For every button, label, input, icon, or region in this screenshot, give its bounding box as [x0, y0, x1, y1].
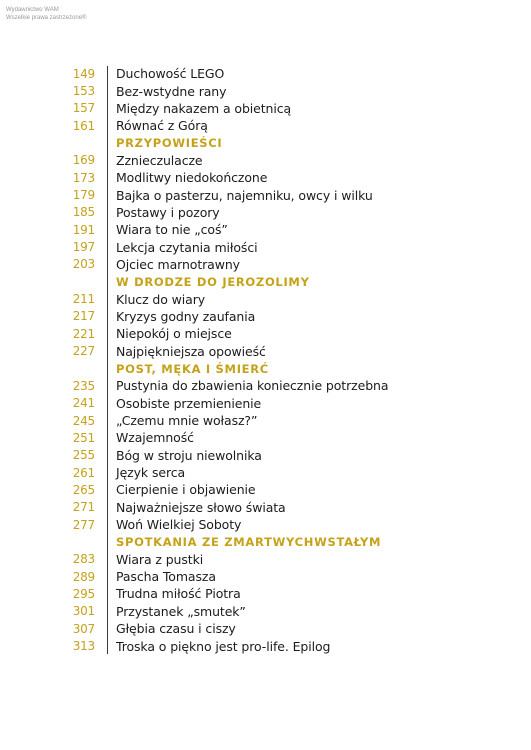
toc-page-number: 227 [72, 344, 95, 359]
toc-entry-title: Bez-wstydne rany [116, 83, 227, 99]
toc-page-number: 211 [72, 292, 95, 307]
toc-entry-title: Wzajemność [116, 430, 194, 446]
toc-entry-title: Postawy i pozory [116, 204, 220, 220]
toc-entry-title: Wiara to nie „coś” [116, 222, 228, 238]
toc-page-number: 197 [72, 240, 95, 255]
toc-entry[interactable] [60, 377, 460, 394]
toc-section-heading [60, 134, 460, 151]
toc-entry[interactable] [60, 186, 460, 203]
toc-page-number: 173 [72, 170, 95, 185]
toc-page-number: 245 [72, 413, 95, 428]
toc-page-number: 241 [72, 396, 95, 411]
toc-section-heading [60, 533, 460, 550]
toc-page-number: 149 [72, 66, 95, 81]
toc-entry-title: Zznieczulacze [116, 152, 203, 168]
toc-section-title: SPOTKANIA ZE ZMARTWYCHWSTAŁYM [116, 534, 382, 549]
toc-page-number: 271 [72, 500, 95, 515]
toc-entry[interactable] [60, 603, 460, 620]
toc-entry-title: Głębia czasu i ciszy [116, 621, 236, 637]
toc-entry[interactable] [60, 117, 460, 134]
toc-entry[interactable] [60, 620, 460, 637]
toc-page-number: 289 [72, 569, 95, 584]
toc-entry-title: Pustynia do zbawienia koniecznie potrzebna [116, 378, 389, 394]
toc-entry[interactable] [60, 481, 460, 498]
toc-entry-title: Osobiste przemienienie [116, 395, 262, 411]
table-of-contents [60, 65, 460, 655]
toc-entry-title: Język serca [116, 465, 186, 481]
toc-entry-title: Duchowość LEGO [116, 66, 225, 82]
toc-entry[interactable] [60, 516, 460, 533]
toc-entry[interactable] [60, 290, 460, 307]
toc-entry-title: Bajka o pasterzu, najemniku, owcy i wilku [116, 187, 373, 203]
toc-page-number: 203 [72, 257, 95, 272]
toc-entry-title: Między nakazem a obietnicą [116, 100, 292, 116]
toc-page-number: 301 [72, 604, 95, 619]
toc-section-title: POST, MĘKA I ŚMIERĆ [116, 361, 269, 376]
toc-page-number: 217 [72, 309, 95, 324]
toc-page-number: 221 [72, 326, 95, 341]
toc-page-number: 235 [72, 378, 95, 393]
toc-entry-title: Trudna miłość Piotra [116, 586, 241, 602]
toc-page-number: 295 [72, 586, 95, 601]
toc-section-title: PRZYPOWIEŚCI [116, 136, 223, 151]
toc-entry-title: Cierpienie i objawienie [116, 482, 256, 498]
toc-entry-title: Równać z Górą [116, 118, 208, 134]
toc-entry-title: Niepokój o miejsce [116, 326, 232, 342]
toc-entry-title: Kryzys godny zaufania [116, 308, 256, 324]
toc-entry[interactable] [60, 429, 460, 446]
toc-entry[interactable] [60, 395, 460, 412]
toc-entry[interactable] [60, 169, 460, 186]
toc-entry[interactable] [60, 82, 460, 99]
toc-page-number: 161 [72, 118, 95, 133]
toc-entry-title: „Czemu mnie wołasz?” [116, 413, 258, 429]
toc-entry-title: Bóg w stroju niewolnika [116, 447, 262, 463]
publisher-credit [6, 6, 86, 22]
toc-entry[interactable] [60, 100, 460, 117]
publisher-name: Wydawnictwo WAM [6, 7, 59, 13]
toc-entry[interactable] [60, 499, 460, 516]
toc-entry[interactable] [60, 464, 460, 481]
toc-entry[interactable] [60, 221, 460, 238]
toc-entry[interactable] [60, 308, 460, 325]
toc-entry-title: Najpiękniejsza opowieść [116, 343, 266, 359]
toc-page-number: 255 [72, 448, 95, 463]
toc-page-number: 265 [72, 482, 95, 497]
toc-entry[interactable] [60, 343, 460, 360]
toc-page-number: 261 [72, 465, 95, 480]
toc-entry-title: Najważniejsze słowo świata [116, 499, 286, 515]
toc-entry-title: Klucz do wiary [116, 291, 206, 307]
toc-entry[interactable] [60, 412, 460, 429]
toc-page-number: 283 [72, 552, 95, 567]
toc-entry[interactable] [60, 256, 460, 273]
toc-entry-title: Przystanek „smutek” [116, 603, 246, 619]
toc-section-title: W DRODZE DO JEROZOLIMY [116, 274, 310, 289]
toc-entry[interactable] [60, 447, 460, 464]
toc-page-number: 307 [72, 621, 95, 636]
toc-entry-title: Ojciec marnotrawny [116, 256, 240, 272]
toc-entry[interactable] [60, 152, 460, 169]
toc-page-number: 313 [72, 639, 95, 654]
toc-section-heading [60, 273, 460, 290]
toc-entry[interactable] [60, 238, 460, 255]
toc-entry-title: Troska o piękno jest pro-life. Epilog [116, 638, 331, 654]
toc-page-number: 191 [72, 222, 95, 237]
toc-entry[interactable] [60, 65, 460, 82]
toc-entry-title: Woń Wielkiej Soboty [116, 517, 242, 533]
toc-entry-title: Modlitwy niedokończone [116, 170, 268, 186]
toc-page-number: 157 [72, 101, 95, 116]
toc-entry[interactable] [60, 637, 460, 654]
toc-page-number: 251 [72, 430, 95, 445]
toc-page-number: 277 [72, 517, 95, 532]
toc-page-number: 169 [72, 153, 95, 168]
toc-entry-title: Lekcja czytania miłości [116, 239, 258, 255]
toc-entry-title: Pascha Tomasza [116, 569, 216, 585]
toc-entry[interactable] [60, 551, 460, 568]
toc-entry-title: Wiara z pustki [116, 551, 204, 567]
toc-entry[interactable] [60, 568, 460, 585]
copyright-notice: Wszelkie prawa zastrzeżone® [6, 15, 87, 21]
toc-section-heading [60, 360, 460, 377]
toc-entry[interactable] [60, 204, 460, 221]
toc-entry[interactable] [60, 585, 460, 602]
toc-page-number: 179 [72, 188, 95, 203]
toc-page-number: 153 [72, 84, 95, 99]
toc-page-number: 185 [72, 205, 95, 220]
toc-entry[interactable] [60, 325, 460, 342]
